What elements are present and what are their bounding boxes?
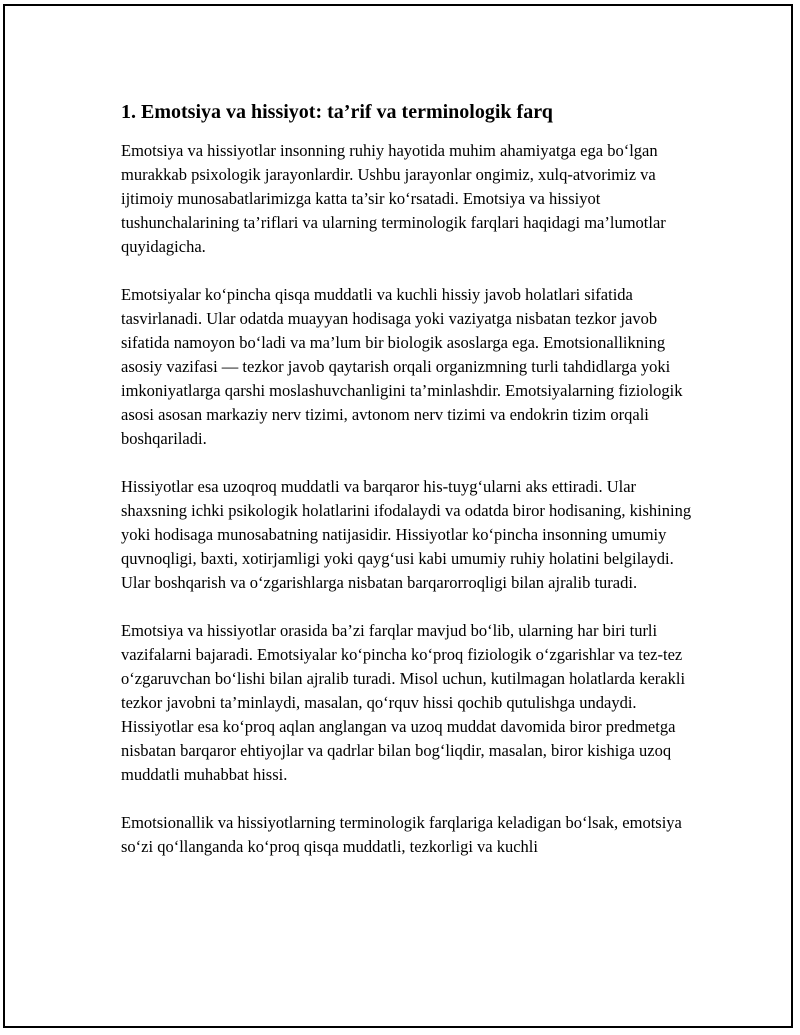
section-heading: 1. Emotsiya va hissiyot: ta’rif va terminologik farq — [121, 101, 553, 123]
paragraph-intro: Emotsiya va hissiyotlar insonning ruhiy hayotida muhim ahamiyatga ega bo‘lgan murakkab psixologik jarayonlardir. Ushbu jarayonlar ongimiz, xulq-atvorimiz va ijtimoiy munosabatlarimizga katta ta’sir ko‘rsatadi. Emotsiya va hissiyot tushunchalarining ta’riflari va ularning terminologik farqlari haqidagi ma’lumotlar quyidagicha. — [121, 141, 666, 256]
page-frame — [3, 4, 793, 1028]
paragraph-differences: Emotsiya va hissiyotlar orasida ba’zi farqlar mavjud bo‘lib, ularning har biri turli vazifalarni bajaradi. Emotsiyalar ko‘pincha ko‘proq fiziologik o‘zgarishlar va tez-tez o‘zgaruvchan bo‘lishi bilan ajralib turadi. Misol uchun, kutilmagan holatlarda kerakli tezkor javobni ta’minlaydi, masalan, qo‘rquv hissi qochib qutulishga undaydi. Hissiyotlar esa ko‘proq aqlan anglangan va uzoq muddat davomida biror predmetga nisbatan barqaror ehtiyojlar va qadrlar bilan bog‘liqdir, masalan, biror kishiga uzoq muddatli muhabbat hissi. — [121, 621, 686, 784]
document-body — [121, 99, 693, 859]
paragraph-terminology: Emotsionallik va hissiyotlarning terminologik farqlariga keladigan bo‘lsak, emotsiya so‘zi qo‘llanganda ko‘proq qisqa muddatli, tezkorligi va kuchli — [121, 813, 682, 856]
paragraph-emotions: Emotsiyalar ko‘pincha qisqa muddatli va kuchli hissiy javob holatlari sifatida tasvirlanadi. Ular odatda muayyan hodisaga yoki vaziyatga nisbatan tezkor javob sifatida namoyon bo‘ladi va ma’lum bir biologik asoslarga ega. Emotsionallikning asosiy vazifasi — tezkor javob qaytarish orqali organizmning turli tahdidlarga yoki imkoniyatlarga qarshi moslashuvchanligini ta’minlashdir. Emotsiyalarning fiziologik asosi asosan markaziy nerv tizimi, avtonom nerv tizimi va endokrin tizim orqali boshqariladi. — [121, 285, 683, 448]
paragraph-feelings: Hissiyotlar esa uzoqroq muddatli va barqaror his-tuyg‘ularni aks ettiradi. Ular shaxsning ichki psikologik holatlarini ifodalaydi va odatda biror hodisaning, kishining yoki hodisaga munosabatning natijasidir. Hissiyotlar ko‘pincha insonning umumiy quvnoqligi, baxti, xotirjamligi yoki qayg‘usi kabi umumiy ruhiy holatini belgilaydi. Ular boshqarish va o‘zgarishlarga nisbatan barqarorroqligi bilan ajralib turadi. — [121, 477, 692, 592]
